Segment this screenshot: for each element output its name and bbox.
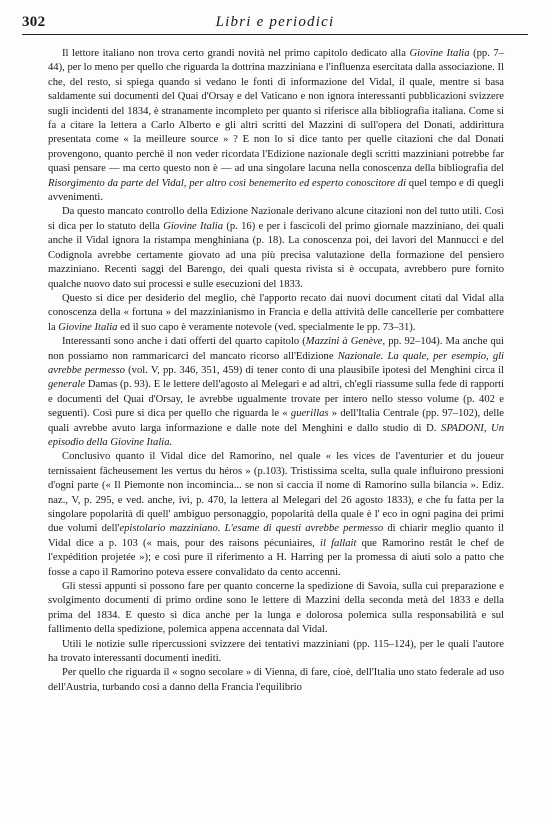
italic-text-run: epistolario mazziniano. L'esame di questi avrebbe permesso xyxy=(119,523,384,535)
text-run: quel tempo e di quegli avvenimenti. xyxy=(48,177,504,204)
text-run: Per quello che riguarda il « sogno secolare » di Vienna, di fare, cioè, dell'Italia uno stato federale ad uso dell'Austria, turbando così a danno della Francia l'equilibrio xyxy=(48,667,504,693)
paragraph xyxy=(48,47,504,205)
text-run: Da questo mancato controllo della Edizione Nazionale derivano alcune citazioni non del tutto utili. Così si dica per lo statuto della xyxy=(48,206,504,232)
text-run: Interessanti sono anche i dati offerti del quarto capitolo ( xyxy=(62,336,306,348)
italic-text-run: Giovine Italia xyxy=(58,321,118,333)
text-run: (p. 16) e per i fascicoli del primo giornale mazziniano, dei quali anche il Vidal ignora la ristampa menghiniana (p. 18). La conoscenza poi, dei lavori del Mannucci e del Codignola avrebbe certamente giovato ad una più precisa valutazione della formazione del pensiero mazziniano. Recenti saggi del Barengo, dei quali questa rivista si è occupata, avrebbero pure fornito qualche nuovo dato sui processi e sulle esecuzioni del 1833. xyxy=(48,220,504,290)
page-header xyxy=(22,12,528,35)
text-run: di chiarir meglio quanto il Vidal dice a p. 103 (« mais, pour des raisons pécuniaires, xyxy=(48,523,504,549)
italic-text-run: Giovine Italia xyxy=(409,48,470,59)
italic-text-run: SPADONI, Un episodio della Giovine Italia. xyxy=(48,422,504,448)
text-run: (pp. 7–44), per lo meno per quello che riguarda la dottrina mazziniana e l'influenza esercitata dalla associazione. Il che, del resto, si spiega quando si vedano le fonti di informazione del Vidal, il quale, mentre si basa saldamente sui documenti del Quai d'Orsay e del Vaticano e non ignora interessanti pubblicazioni svizzere sugli incidenti del 1834, è stranamente incompleto per quanto si riferisce alla bibliografia italiana. Come si fa a citare la lettera a Carlo Alberto e gli altri scritti del Mazzini di sull'opera del Donati, addirittura presentata come « la meilleure source » ? E non lo si dice tanto per quelle citazioni che dal Donati provengono, quanto perchè il non veder ricordata l'Edizione nazionale degli scritti mazziniani potrebbe far quasi pensare — ma certo questo non è — ad una singolare lacuna nella conoscenza della bibliografia del xyxy=(48,48,504,175)
text-run: » dell'Italia Centrale (pp. 97–102), delle quali avrebbe avuto larga informazione e dalle note del Menghini e dallo studio di D. xyxy=(48,408,504,434)
italic-text-run: Risorgimento da parte del Vidal, per altro così benemerito ed esperto conoscitore di xyxy=(48,177,407,189)
italic-text-run: Mazzini à Genève xyxy=(305,336,383,348)
paragraph xyxy=(48,335,504,450)
article-body xyxy=(48,47,504,814)
paragraph xyxy=(48,638,504,667)
text-run: (vol. V, pp. 346, 351, 459) di tener conto di una plausibile ipotesi del Menghini circa il xyxy=(124,364,504,376)
italic-text-run: il fallait xyxy=(320,537,357,549)
text-run: Conclusivo quanto il Vidal dice del Ramorino, nel quale « les vices de l'aventurier et du joueur ternissaient fâcheusement les vertus du héros » (p.103). Tristissima scelta, sulla quale influirono pressioni d'ogni parte (« Il Piemonte non incominciа... se non si caccia il nome di Ramorino sulla bilancia ». Ediz. naz., V, p. 295, e ved. anche, ivi, p. 470, la lettera al Melegari del 26 agosto 1833), e che fu fatta per la singolare popolarità di quell' ambiguo personaggio, popolarità della quale è l' eco in ogni pagina dei primi due volumi dell' xyxy=(48,451,504,535)
text-run: , pp. 92–104). Ma anche qui non possiamo non rammaricarci del mancato ricorso all'Edizione xyxy=(48,336,504,362)
text-run: ed il suo capo è veramente notevole (ved. specialmente le pp. 73–31). xyxy=(117,321,416,333)
paragraph xyxy=(48,292,504,335)
italic-text-run: generale xyxy=(48,379,86,391)
italic-text-run: Giovine Italia xyxy=(163,220,224,232)
paragraph xyxy=(48,580,504,638)
paragraph xyxy=(48,666,504,695)
text-run: Il lettore italiano non trova certo grandi novità nel primo capitolo dedicato alla xyxy=(62,48,410,59)
text-run: Utili le notizie sulle ripercussioni svizzere dei tentativi mazziniani (pp. 115–124), per le quali l'autore ha trovato interessanti documenti inediti. xyxy=(48,638,504,665)
text-run: Gli stessi appunti si possono fare per quanto concerne la spedizione di Savoia, sulla cui preparazione e svolgimento documenti di primo ordine sono le lettere di Mazzini della seconda metà del 1833 e della prima del 1834. E questo si dica anche per la lunga e dolorosa polemica sulla responsabilità e sul fallimento della spedizione, polemica appena accennata dal Vidal. xyxy=(48,581,504,636)
text-run: Questo si dice per desiderio del meglio, chè l'apporto recato dai nuovi document citati dal Vidal alla conoscenza della « fortuna » del mazzinianismo in Francia e della attività delle cancellerie per combattere la xyxy=(48,292,504,333)
text-run: Damas (p. 93). E le lettere dell'agosto al Melegari e ad altri, ch'egli riassume sulla fede di rapporti e documenti del Quai d'Orsay, le avrebbe ugualmente trovate per intero nello stesso volume (p. 402 e seguenti). Così pure si dica per quello che riguarda le « xyxy=(48,379,504,420)
running-head: Libri e periodici xyxy=(215,14,335,30)
italic-text-run: Nazionale. La quale, per esempio, gli avrebbe permesso xyxy=(48,350,505,376)
paragraph xyxy=(48,205,504,291)
text-run: que Ramorino restât le chef de l'expédition projetée »); e così pure il riferimento a H. Harring per la promessa di aiuti solo a patto che fosse a capo il Ramorino poteva essere convalidato da cento accenni. xyxy=(48,537,504,578)
italic-text-run: guerillas xyxy=(290,408,329,420)
page-number: 302 xyxy=(22,14,46,30)
paragraph xyxy=(48,450,504,580)
